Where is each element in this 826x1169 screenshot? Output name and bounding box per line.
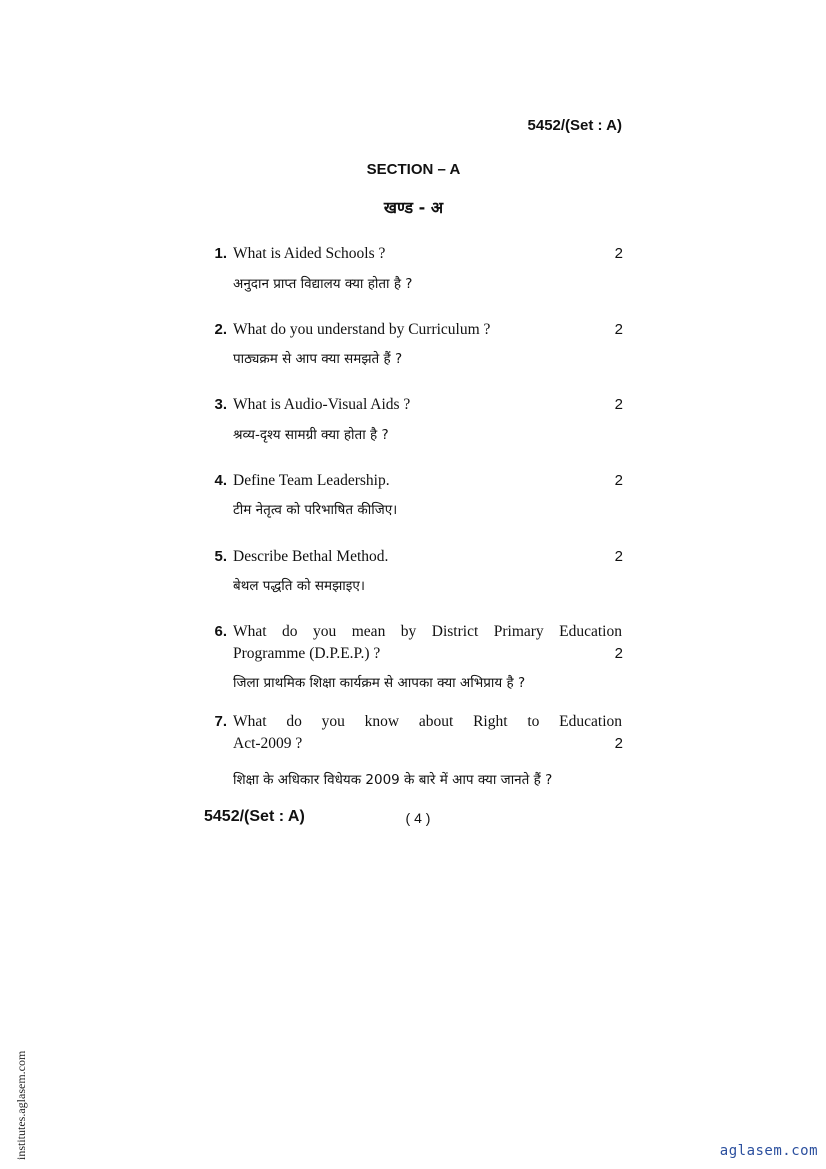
question-text: What is Aided Schools ? [233,245,386,262]
question-text-continued: Programme (D.P.E.P.) ? [233,645,381,662]
question-1 [205,243,623,296]
question-text: Define Team Leadership. [233,472,390,489]
question-4 [205,470,623,522]
question-marks: 2 [614,548,623,565]
question-text: What is Audio-Visual Aids ? [233,396,411,413]
page-number: ( 4 ) [405,810,431,826]
corner-watermark: aglasem.com [719,1143,818,1159]
section-title-hindi: खण्ड - अ [383,198,444,217]
question-number: 2. [214,321,227,338]
question-number: 1. [214,245,227,262]
question-marks: 2 [614,472,623,489]
side-watermark: institutes.aglasem.com [14,1050,28,1160]
question-number: 6. [214,623,227,640]
question-text-hindi: शिक्षा के अधिकार विधेयक 2009 के बारे में आप क्या जानते हैं ? [233,772,553,788]
question-7 [205,711,623,792]
question-text-hindi: श्रव्य-दृश्य सामग्री क्या होता है ? [233,427,389,443]
question-5 [205,546,623,598]
section-title: SECTION – A [366,161,461,178]
question-text-hindi: अनुदान प्राप्त विद्यालय क्या होता है ? [233,276,413,292]
question-3 [205,394,623,447]
question-number: 4. [214,472,227,489]
question-text-hindi: बेथल पद्धति को समझाइए। [233,578,365,594]
question-marks: 2 [614,396,623,413]
question-text-continued: Act-2009 ? [233,735,303,752]
question-marks: 2 [614,645,623,662]
paper-code-header: 5452/(Set : A) [527,117,622,134]
question-number: 3. [214,396,227,413]
question-6 [205,621,623,695]
question-text: What do you know about Right to Education [233,713,622,730]
question-text-hindi: जिला प्राथमिक शिक्षा कार्यक्रम से आपका क्या अभिप्राय है ? [233,675,526,691]
question-2 [205,319,623,371]
question-text: What do you understand by Curriculum ? [233,321,491,338]
question-text: What do you mean by District Primary Education [233,623,622,640]
question-text-hindi: पाठ्यक्रम से आप क्या समझते हैं ? [233,351,403,367]
question-marks: 2 [614,245,623,262]
question-marks: 2 [614,321,623,338]
question-marks: 2 [614,735,623,752]
paper-code-footer: 5452/(Set : A) [204,808,305,825]
question-number: 7. [214,713,227,730]
question-text-hindi: टीम नेतृत्व को परिभाषित कीजिए। [233,502,398,518]
question-text: Describe Bethal Method. [233,548,389,565]
question-number: 5. [214,548,227,565]
